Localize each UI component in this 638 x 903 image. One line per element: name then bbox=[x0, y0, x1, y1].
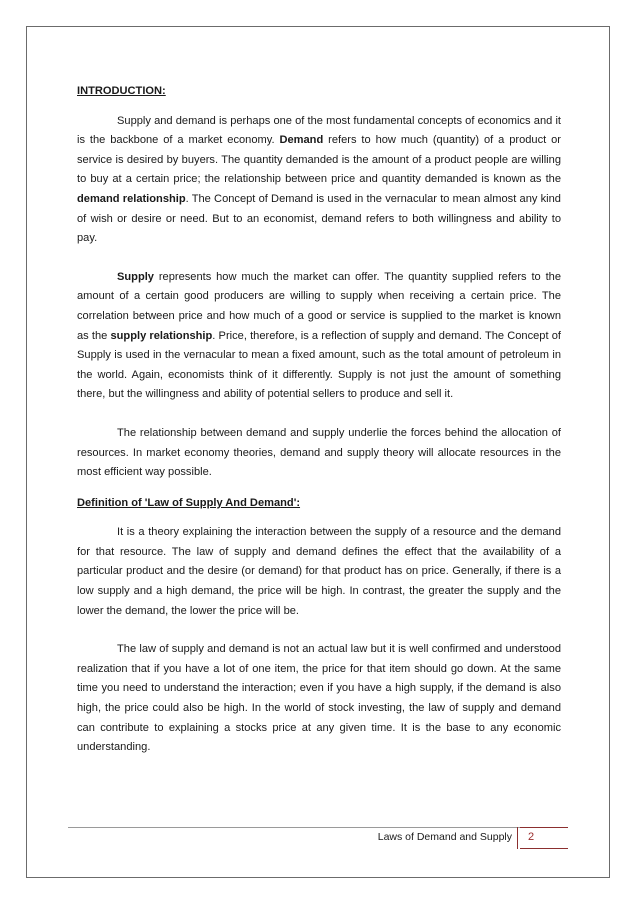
paragraph-supply bbox=[77, 268, 561, 405]
footer-divider bbox=[517, 827, 518, 849]
footer-title: Laws of Demand and Supply bbox=[377, 831, 512, 843]
paragraph-text: . The Concept of Demand is used in the vernacular to mean almost any kind of wish or desire or need. But to an economist, demand refers to both willingness and ability to pay. bbox=[77, 192, 561, 245]
definition-heading: Definition of 'Law of Supply And Demand': bbox=[77, 496, 301, 509]
document-body bbox=[77, 82, 561, 758]
paragraph-text: refers to how much (quantity) of a product or service is desired by buyers. The quantity demanded is the amount of a product people are willing to buy at a certain price; the relationship between price and quantity demanded is known as the bbox=[77, 134, 561, 186]
paragraph-allocation: The relationship between demand and supply underlie the forces behind the allocation of resources. In market economy theories, demand and supply theory will allocate resources in the most efficient way possible. bbox=[77, 426, 561, 479]
paragraph-text: Supply and demand is perhaps one of the most fundamental concepts of economics and it is the backbone of a market economy. bbox=[77, 114, 561, 147]
paragraph-demand bbox=[77, 112, 561, 249]
intro-heading: INTRODUCTION: bbox=[77, 85, 166, 97]
term-demand: Demand bbox=[279, 134, 324, 147]
page-footer bbox=[68, 827, 568, 849]
paragraph-law-explanation: The law of supply and demand is not an actual law but it is well confirmed and understood realization that if you have a lot of one item, the price for that item should go down. At the same time you need to understand the interaction; even if you have a high supply, if the demand is also high, the price could also be high. In the world of stock investing, the law of supply and demand can contribute to explaining a stocks price at any given time. It is the base to any economic understanding. bbox=[77, 643, 561, 754]
term-demand-relationship: demand relationship bbox=[77, 192, 186, 205]
footer-rule bbox=[68, 827, 568, 828]
paragraph-text: . Price, therefore, is a reflection of supply and demand. The Concept of Supply is used in the vernacular to mean a fixed amount, such as the total amount of petroleum in the world. Again, economists think of it differently. Supply is not just the amount of something there, but the willingness and ability of potential sellers to produce and sell it. bbox=[77, 329, 561, 401]
page-number: 2 bbox=[520, 827, 568, 849]
term-supply: Supply bbox=[117, 270, 154, 283]
term-supply-relationship: supply relationship bbox=[110, 329, 213, 342]
paragraph-text: represents how much the market can offer. The quantity supplied refers to the amount of a certain good producers are willing to supply when receiving a certain price. The correlation between price and how much of a good or service is supplied to the market is known as the bbox=[77, 270, 561, 342]
paragraph-law-definition: It is a theory explaining the interaction between the supply of a resource and the demand for that resource. The law of supply and demand defines the effect that the availability of a particular product and the desire (or demand) for that product has on price. Generally, if there is a low supply and a high demand, the price will be high. In contrast, the greater the supply and the lower the demand, the lower the price will be. bbox=[77, 526, 561, 617]
